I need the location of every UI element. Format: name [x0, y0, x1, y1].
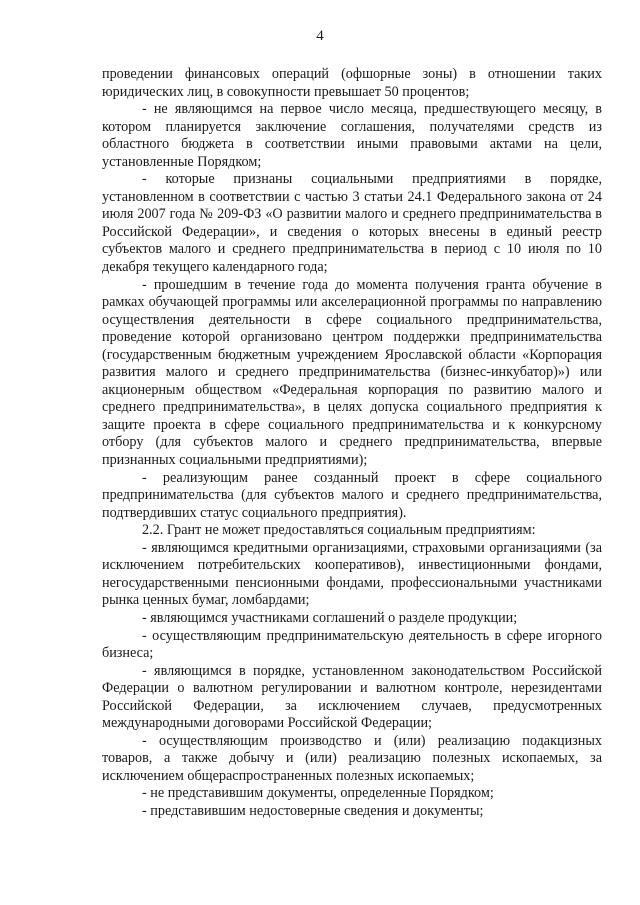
section-heading-2-2: 2.2. Грант не может предоставляться социальным предприятиям: — [142, 522, 536, 539]
paragraph-exclusion-no-documents: - не представившим документы, определенные Порядком; — [142, 785, 494, 802]
paragraph-continuation: проведении финансовых операций (офшорные зоны) в отношении таких юридических лиц, в совокупности превышает 50 процентов; — [102, 66, 602, 100]
paragraph-exclusion-excise: - осуществляющим производство и (или) реализацию подакцизных товаров, а также добычу и (или) реализацию полезных ископаемых, за исключением общераспространенных полезных ископаемых; — [102, 732, 602, 784]
paragraph-exclusion-credit: - являющимся кредитными организациями, страховыми организациями (за исключением потребительских кооперативов), инвестиционными фондами, негосударственными пенсионными фондами, профессиональными участниками рынка ценных бумаг, ломбардами; — [102, 539, 602, 609]
document-body — [102, 66, 602, 821]
page-number: 4 — [316, 28, 324, 44]
paragraph-exclusion-gambling: - осуществляющим предпринимательскую деятельность в сфере игорного бизнеса; — [102, 627, 602, 662]
paragraph-condition-existing-project: - реализующим ранее созданный проект в сфере социального предпринимательства (для субъектов малого и среднего предпринимательства, подтвердивших статус социального предприятия). — [102, 469, 602, 521]
paragraph-condition-training: - прошедшим в течение года до момента получения гранта обучение в рамках обучающей программы или акселерационной программы по направлению осуществления деятельности в сфере социального предпринимательства, проведение которой организовано центром поддержки предпринимательства (государственным бюджетным учреждением Ярославской области «Корпорация развития малого и среднего предпринимательства (бизнес-инкубатор)») или акционерным обществом «Федеральная корпорация по развитию малого и среднего предпринимательства», в целях допуска социального предприятия к защите проекта в сфере социального предпринимательства и к конкурсному отбору (для субъектов малого и среднего предпринимательства, впервые признанных социальными предприятиями); — [102, 276, 602, 469]
paragraph-condition-social-enterprise: - которые признаны социальными предприятиями в порядке, установленном в соответствии с частью 3 статьи 24.1 Федерального закона от 24 июля 2007 года № 209-ФЗ «О развитии малого и среднего предпринимательства в Российской Федерации», и сведения о которых внесены в единый реестр субъектов малого и среднего предпринимательства в период с 10 июля по 10 декабря текущего календарного года; — [102, 171, 602, 276]
paragraph-condition-budget: - не являющимся на первое число месяца, предшествующего месяцу, в котором планируется заключение соглашения, получателями средств из областного бюджета в соответствии иными правовыми актами на цели, установленные Порядком; — [102, 101, 602, 170]
paragraph-exclusion-nonresidents: - являющимся в порядке, установленном законодательством Российской Федерации о валютном регулировании и валютном контроле, нерезидентами Российской Федерации, за исключением случаев, предусмотренных международными договорами Российской Федерации; — [102, 662, 602, 732]
paragraph-exclusion-false-documents: - представившим недостоверные сведения и документы; — [142, 802, 484, 819]
paragraph-exclusion-psa: - являющимся участниками соглашений о разделе продукции; — [142, 609, 518, 626]
